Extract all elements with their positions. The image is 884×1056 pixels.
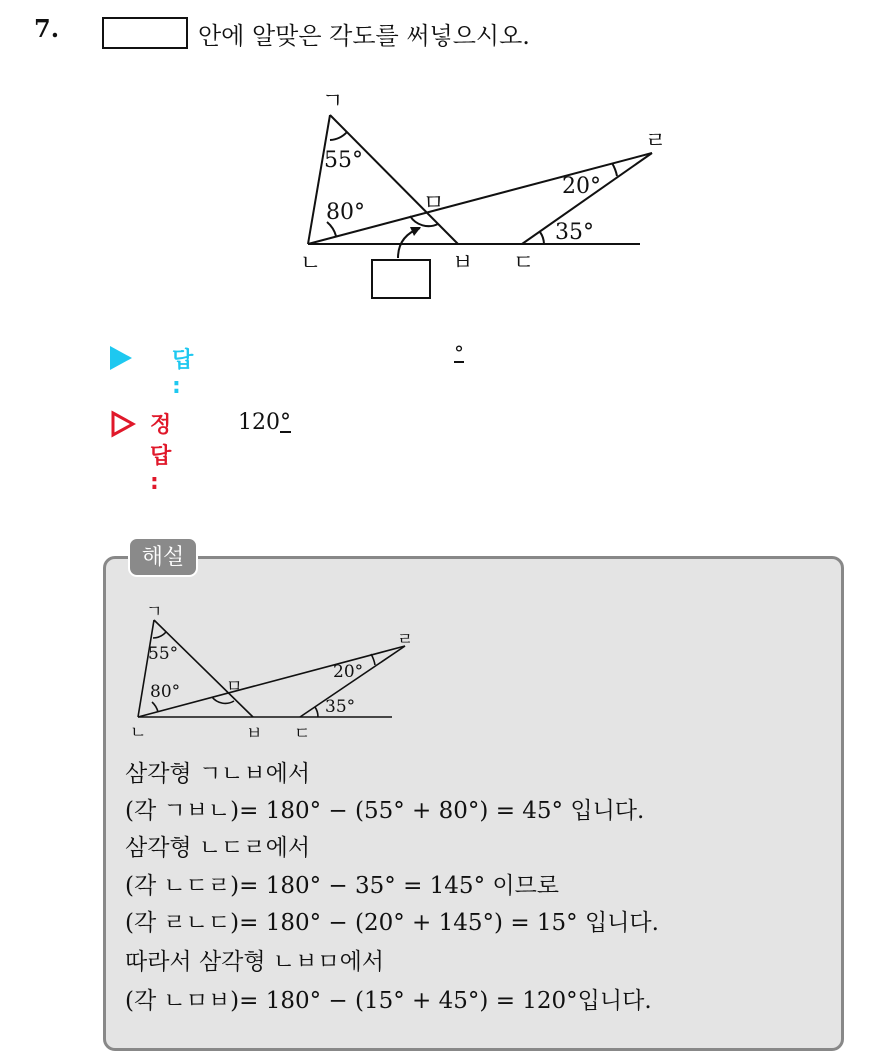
sol-angle-35: 35° bbox=[325, 697, 356, 717]
vertex-r: ㄹ bbox=[645, 129, 667, 154]
angle-80: 80° bbox=[326, 200, 365, 225]
vertex-m: ㅁ bbox=[423, 191, 445, 216]
sol-vertex-n: ㄴ bbox=[130, 723, 147, 743]
correct-value: 120° bbox=[238, 410, 291, 435]
solution-line-7: (각 ㄴㅁㅂ)= 180° − (15° + 45°) = 120°입니다. bbox=[125, 988, 652, 1014]
sol-vertex-m: ㅁ bbox=[226, 677, 243, 697]
sol-angle-55: 55° bbox=[148, 644, 179, 664]
solution-line-6: 따라서 삼각형 ㄴㅂㅁ에서 bbox=[125, 949, 385, 975]
question-number: 7. bbox=[34, 14, 60, 43]
sol-vertex-d: ㄷ bbox=[294, 724, 311, 744]
angle-35: 35° bbox=[555, 220, 594, 245]
sol-angle-80: 80° bbox=[150, 682, 181, 702]
answer-label: 답 : bbox=[172, 348, 194, 399]
solution-line-1: 삼각형 ㄱㄴㅂ에서 bbox=[125, 761, 311, 787]
solution-line-2: (각 ㄱㅂㄴ)= 180° − (55° + 80°) = 45° 입니다. bbox=[125, 798, 645, 824]
solution-tag: 해설 bbox=[128, 537, 198, 577]
vertex-n: ㄴ bbox=[300, 251, 322, 276]
sol-angle-20: 20° bbox=[333, 662, 364, 682]
answer-unit: ° bbox=[454, 341, 464, 365]
question-prompt: 안에 알맞은 각도를 써넣으시오. bbox=[198, 22, 530, 50]
solution-line-3: 삼각형 ㄴㄷㄹ에서 bbox=[125, 835, 311, 861]
correct-label: 정답 : bbox=[150, 413, 172, 495]
solution-line-4: (각 ㄴㄷㄹ)= 180° − 35° = 145° 이므로 bbox=[125, 873, 560, 899]
vertex-g: ㄱ bbox=[322, 89, 344, 114]
vertex-d: ㄷ bbox=[513, 251, 535, 276]
solution-line-5: (각 ㄹㄴㄷ)= 180° − (20° + 145°) = 15° 입니다. bbox=[125, 910, 659, 936]
sol-vertex-r: ㄹ bbox=[397, 630, 414, 650]
angle-55: 55° bbox=[324, 148, 363, 173]
sol-vertex-g: ㄱ bbox=[146, 602, 163, 622]
angle-20: 20° bbox=[562, 174, 601, 199]
sol-vertex-b: ㅂ bbox=[246, 724, 263, 744]
vertex-b: ㅂ bbox=[452, 251, 474, 276]
